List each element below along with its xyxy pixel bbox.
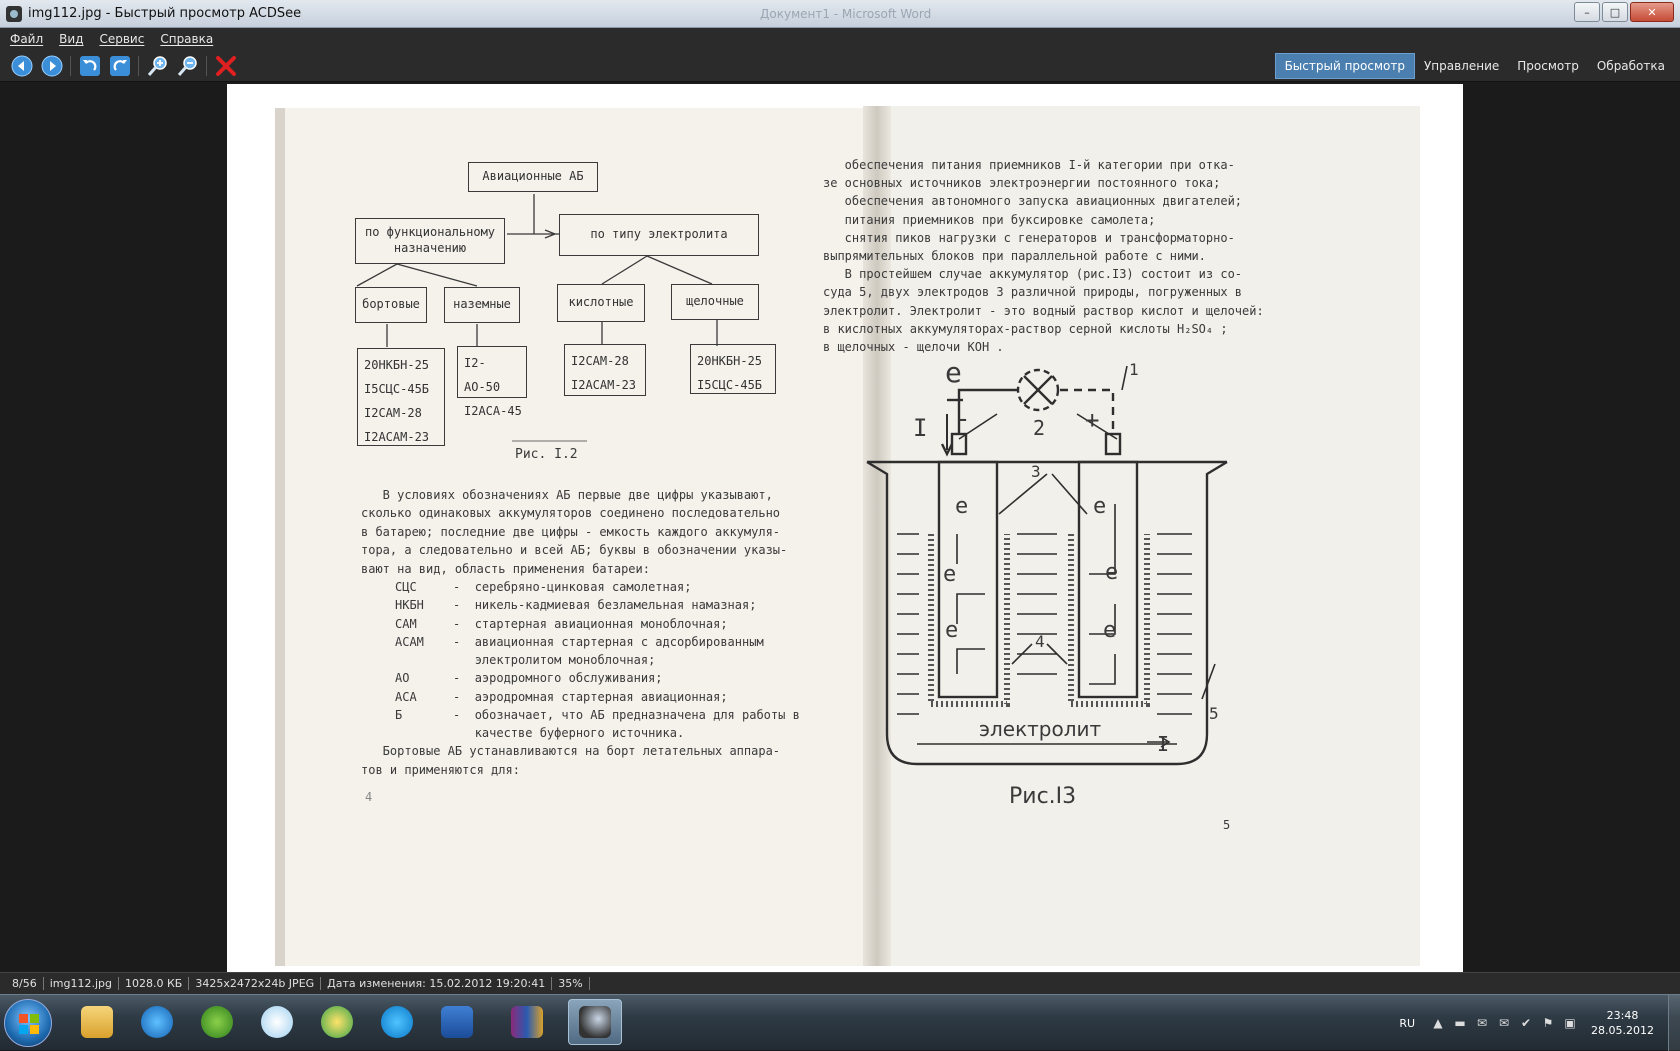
legend-text: серебряно-цинковая самолетная; [474, 580, 692, 594]
list-item: 20НКБН-25 [364, 358, 430, 372]
text-line: В условиях обозначениях АБ первые две цифры указывают, [361, 488, 773, 502]
plus-terminal-label: + [1085, 406, 1100, 434]
figure-label-5: 5 [1209, 704, 1219, 723]
back-arrow-icon[interactable] [10, 54, 34, 78]
figure-label-3: 3 [1031, 462, 1041, 481]
legend-code: АО [395, 671, 410, 686]
electron-label: e [943, 562, 957, 587]
network-icon[interactable]: ▣ [1564, 1016, 1576, 1030]
electrolyte-label: электролит [979, 717, 1102, 741]
zoom-in-icon[interactable] [146, 54, 170, 78]
close-button[interactable]: ✕ [1630, 2, 1674, 22]
file-size: 1028.0 КБ [119, 977, 189, 990]
text-line: суда 5, двух электродов 3 различной природы, погруженных в [823, 285, 1243, 300]
text-line: обеспечения питания приемников I-й категории при отка- [823, 158, 1235, 172]
image-viewer[interactable] [6, 82, 1674, 980]
winrar-icon[interactable] [500, 999, 554, 1045]
figure-label-1: 1 [1129, 360, 1139, 379]
legend-code: Б [395, 708, 403, 723]
tab-quick-view[interactable]: Быстрый просмотр [1275, 53, 1415, 79]
minimize-button[interactable]: – [1574, 2, 1600, 22]
word-icon[interactable] [430, 999, 484, 1045]
mail-notification-icon[interactable]: ✉ [1498, 1016, 1510, 1030]
current-label: I [1157, 732, 1170, 756]
text-line: тов и применяются для: [361, 763, 520, 777]
tab-view[interactable]: Просмотр [1517, 59, 1579, 73]
figure-caption-1-3: Рис.I3 [1009, 784, 1077, 809]
show-hidden-icons-icon[interactable]: ▲ [1433, 1016, 1443, 1030]
diagram-ground-node: наземные [444, 287, 520, 323]
diagram-ground-list [457, 346, 527, 418]
legend-code: СЦС [395, 580, 417, 594]
menu-view[interactable]: Вид [59, 32, 84, 46]
image-dimensions: 3425x2472x24b JPEG [189, 977, 321, 990]
electron-label: e [1093, 494, 1107, 519]
system-tray [1399, 995, 1680, 1051]
diagram-alkaline-list [690, 344, 776, 394]
modified-date: Дата изменения: 15.02.2012 19:20:41 [321, 977, 552, 990]
internet-explorer-icon[interactable] [130, 999, 184, 1045]
cloud-icon[interactable] [250, 999, 304, 1045]
antivirus-icon[interactable]: ✔ [1520, 1016, 1532, 1030]
electron-label: e [945, 356, 962, 389]
page-number-right: 5 [1223, 818, 1231, 832]
text-line: Бортовые АБ устанавливаются на борт летательных аппара- [361, 744, 781, 758]
figure-caption-1-2: Рис. I.2 [515, 447, 578, 462]
file-explorer-icon[interactable] [70, 999, 124, 1045]
text-line: снятия пиков нагрузки с генераторов и трансформаторно- [823, 230, 1235, 245]
legend-text: никель-кадмиевая безламельная намазная; [474, 598, 757, 613]
electron-label: e [955, 494, 969, 519]
delete-icon[interactable] [214, 54, 238, 78]
menu-help[interactable]: Справка [160, 32, 214, 46]
electron-label: e [945, 618, 959, 643]
figure-label-2: 2 [1033, 416, 1046, 440]
windows-logo-icon [19, 1014, 39, 1034]
diagram-root-node: Авиационные АБ [468, 162, 598, 192]
mail-icon[interactable]: ✉ [1476, 1016, 1488, 1030]
legend-text: аэродромного обслуживания; [474, 671, 663, 686]
legend-code [395, 724, 453, 742]
legend-code: НКБН [395, 598, 424, 613]
text-line: тора, а следовательно и всей АБ; буквы в обозначении указы- [361, 543, 788, 558]
window-title: img112.jpg - Быстрый просмотр ACDSee [28, 6, 302, 21]
acdsee-app-icon [6, 6, 22, 22]
diagram-electrolyte-node: по типу электролита [559, 214, 759, 256]
zoom-out-icon[interactable] [176, 54, 200, 78]
legend-text: аэродромная стартерная авиационная; [474, 689, 728, 704]
mode-tabs [1275, 53, 1674, 79]
title-bar[interactable] [0, 0, 1680, 28]
menu-tools[interactable]: Сервис [99, 32, 145, 46]
current-label: I [913, 414, 928, 442]
text-line: в батарею; последние две цифры - емкость каждого аккумуля- [361, 524, 781, 539]
clock[interactable] [1591, 1008, 1654, 1038]
menu-file[interactable]: Файл [10, 32, 44, 46]
abbreviation-legend: СЦС - серебряно-цинковая самолетная; НКБН - никель-кадмиевая безламельная намазная; САМ - стартерная авиационная моноблочная; АСАМ - авиационная стартерная с адсорбированным электролитом моноблочная; АО - аэродромного обслуживания; АСА - аэродромная стартерная авиационная; Б - обозначает, что АБ предназначена для работы в качестве буферного источника. [395, 578, 800, 743]
tab-edit[interactable]: Обработка [1596, 59, 1665, 73]
legend-text: стартерная авиационная моноблочная; [474, 616, 728, 631]
legend-text: обозначает, что АБ предназначена для работы в [474, 708, 800, 723]
rotate-right-icon[interactable] [108, 54, 132, 78]
clock-time: 23:48 [1606, 1009, 1639, 1022]
list-item: I2САМ-28 [571, 354, 629, 368]
maximize-button[interactable]: □ [1602, 2, 1628, 22]
text-line: сколько одинаковых аккумуляторов соединено последовательно [361, 506, 781, 521]
text-line: питания приемников при буксировке самолета; [823, 212, 1156, 227]
file-name: img112.jpg [44, 977, 119, 990]
text-line: выпрямительных блоков при параллельной работе с ними. [823, 249, 1206, 264]
figure-label-4: 4 [1035, 632, 1045, 651]
legend-code: САМ [395, 616, 417, 631]
list-item: 20НКБН-25 [697, 354, 763, 368]
legend-text: качестве буферного источника. [474, 726, 685, 741]
menu-bar [0, 28, 1680, 50]
keyboard-flag-icon[interactable]: ▬ [1454, 1016, 1466, 1030]
text-line: в кислотных аккумуляторах-раствор серной кислоты H₂SO₄ ; [823, 321, 1228, 336]
right-paragraph [823, 156, 1264, 356]
windows-taskbar [0, 994, 1680, 1050]
list-item: I2АСАМ-23 [364, 430, 430, 444]
background-window-title: Документ1 - Microsoft Word [760, 7, 932, 21]
start-button[interactable] [4, 999, 52, 1047]
list-item: I5СЦС-45Б [364, 382, 430, 396]
toolbar [0, 50, 1680, 82]
action-center-flag-icon[interactable]: ⚑ [1542, 1016, 1554, 1030]
mail-agent-icon[interactable] [310, 999, 364, 1045]
forward-arrow-icon[interactable] [40, 54, 64, 78]
minus-terminal-label: - [955, 404, 971, 434]
diagram-onboard-list [357, 348, 445, 446]
legend-text: авиационная стартерная с адсорбированным [474, 634, 764, 649]
utorrent-icon[interactable] [190, 999, 244, 1045]
legend-code: АСАМ [395, 634, 424, 649]
diagram-acid-list [564, 344, 646, 396]
status-bar [0, 972, 1680, 994]
diagram-alkaline-node: щелочные [671, 284, 759, 320]
text-line: В простейшем случае аккумулятор (рис.I3) состоит из со- [823, 267, 1243, 282]
text-line: вают на вид, область применения батареи: [361, 561, 650, 576]
text-line: зе основных источников электроэнергии постоянного тока; [823, 176, 1221, 191]
text-line: в щелочных - щелочи КОН . [823, 340, 1004, 355]
diagram-acid-node: кислотные [557, 284, 645, 322]
list-item: I2САМ-28 [364, 406, 422, 420]
tab-manage[interactable]: Управление [1423, 59, 1500, 73]
language-indicator[interactable]: RU [1399, 1016, 1416, 1030]
acdsee-icon[interactable] [568, 999, 622, 1045]
rotate-left-icon[interactable] [78, 54, 102, 78]
left-paragraph [361, 486, 787, 578]
list-item: I2АСАМ-23 [571, 378, 637, 392]
skype-icon[interactable] [370, 999, 424, 1045]
legend-text: электролитом моноблочная; [474, 653, 656, 668]
list-item: I5СЦС-45Б [697, 378, 763, 392]
image-index: 8/56 [6, 977, 44, 990]
electron-label: e [1105, 560, 1119, 585]
diagram-functional-node: по функциональному назначению [355, 218, 505, 264]
legend-code: АСА [395, 689, 417, 704]
page-number-left: 4 [365, 790, 373, 804]
left-closing-text [361, 742, 780, 780]
clock-date: 28.05.2012 [1591, 1024, 1654, 1037]
show-desktop-button[interactable] [1668, 995, 1680, 1051]
scanned-document [227, 84, 1463, 973]
electron-label: e [1103, 618, 1117, 643]
text-line: электролит. Электролит - это водный раствор кислот и щелочей: [823, 303, 1264, 318]
text-line: обеспечения автономного запуска авиационных двигателей; [823, 194, 1243, 209]
diagram-onboard-node: бортовые [355, 287, 427, 323]
list-item: I2-АО-50 [464, 356, 501, 394]
legend-code [395, 651, 453, 669]
list-item: I2АСА-45 [464, 404, 522, 418]
zoom-level[interactable]: 35% [552, 977, 589, 990]
